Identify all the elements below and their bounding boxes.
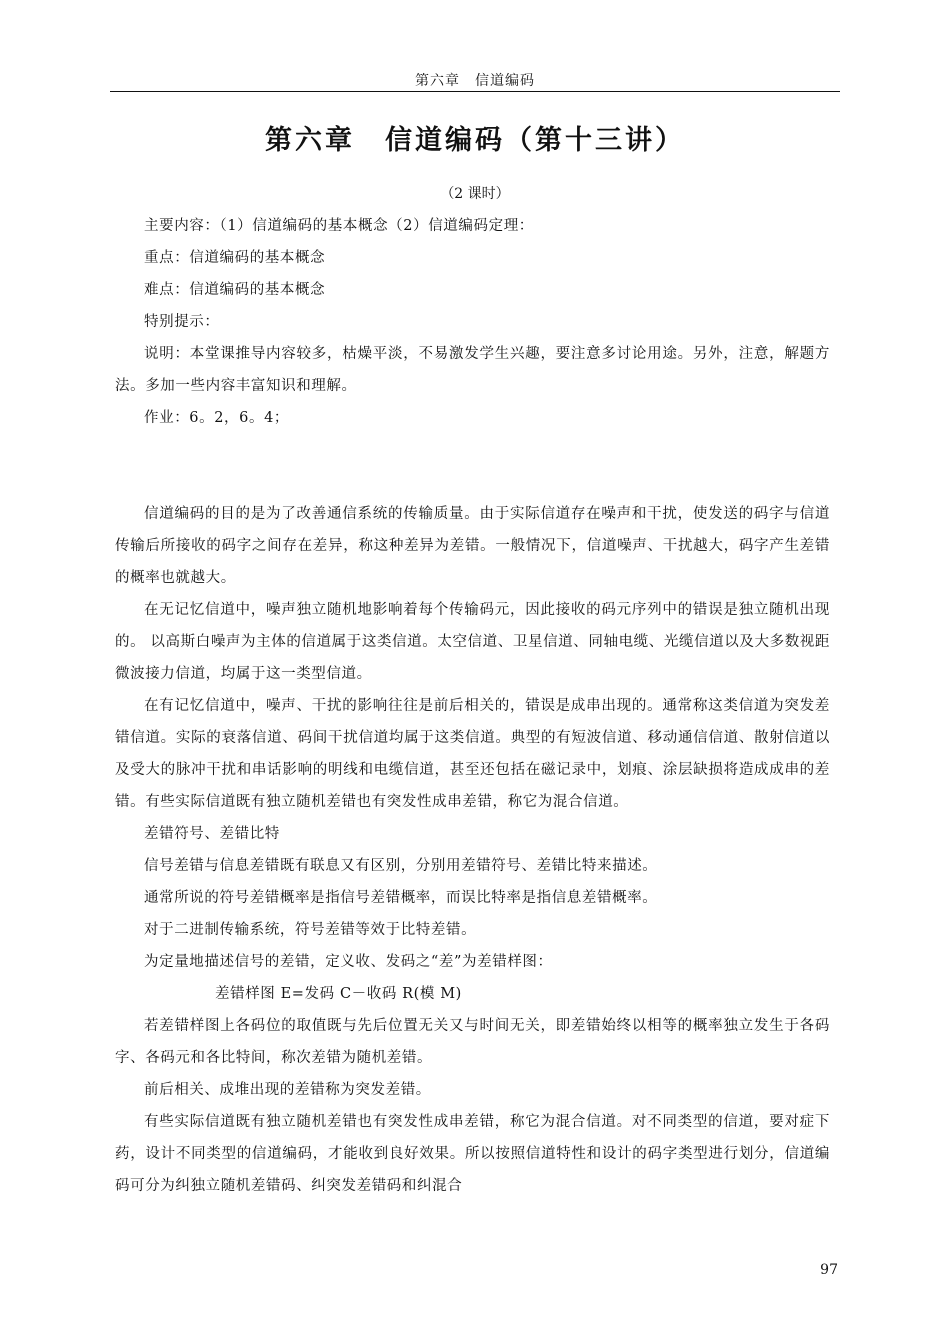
body-text	[115, 498, 830, 1202]
page-title: 第六章 信道编码（第十三讲）	[265, 125, 685, 156]
lecture-meta	[115, 210, 830, 434]
paragraph: 若差错样图上各码位的取值既与先后位置无关又与时间无关，即差错始终以相等的概率独立发生于各码字、各码元和各比特间，称次差错为随机差错。	[115, 1018, 830, 1066]
homework-line: 作业：6。2，6。4；	[144, 410, 290, 426]
paragraph: 前后相关、成堆出现的差错称为突发差错。	[144, 1082, 431, 1098]
header-rule	[110, 91, 840, 92]
lecture-hours: （2 课时）	[440, 186, 510, 202]
difficulty-line: 难点：信道编码的基本概念	[144, 282, 326, 298]
main-content-line: 主要内容：（1）信道编码的基本概念（2）信道编码定理：	[144, 218, 534, 234]
paragraph: 信道编码的目的是为了改善通信系统的传输质量。由于实际信道存在噪声和干扰，使发送的码字与信道传输后所接收的码字之间存在差异，称这种差异为差错。一般情况下，信道噪声、干扰越大，码字产生差错的概率也就越大。	[115, 506, 830, 586]
error-pattern-formula: 差错样图 E=发码 C－收码 R(模 M)	[215, 986, 462, 1002]
special-note-line: 特别提示：	[144, 314, 220, 330]
paragraph: 信号差错与信息差错既有联息又有区别，分别用差错符号、差错比特来描述。	[144, 858, 658, 874]
paragraph: 有些实际信道既有独立随机差错也有突发性成串差错，称它为混合信道。对不同类型的信道，要对症下药，设计不同类型的信道编码，才能收到良好效果。所以按照信道特性和设计的码字类型进行划分，信道编码可分为纠独立随机差错码、纠突发差错码和纠混合	[115, 1114, 830, 1194]
key-point-line: 重点：信道编码的基本概念	[144, 250, 326, 266]
paragraph: 差错符号、差错比特	[144, 826, 280, 842]
paragraph: 通常所说的符号差错概率是指信号差错概率，而误比特率是指信息差错概率。	[144, 890, 658, 906]
paragraph: 为定量地描述信号的差错，定义收、发码之“差”为差错样图：	[144, 954, 553, 970]
paragraph: 对于二进制传输系统，符号差错等效于比特差错。	[144, 922, 477, 938]
page-number: 97	[820, 1262, 838, 1278]
explanation-paragraph: 说明：本堂课推导内容较多，枯燥平淡，不易激发学生兴趣，要注意多讨论用途。另外，注意，解题方法。多加一些内容丰富知识和理解。	[115, 346, 830, 394]
running-header: 第六章 信道编码	[415, 73, 535, 89]
paragraph: 在有记忆信道中，噪声、干扰的影响往往是前后相关的，错误是成串出现的。通常称这类信道为突发差错信道。实际的衰落信道、码间干扰信道均属于这类信道。典型的有短波信道、移动通信信道、散射信道以及受大的脉冲干扰和串话影响的明线和电缆信道，甚至还包括在磁记录中，划痕、涂层缺损将造成成串的差错。有些实际信道既有独立随机差错也有突发性成串差错，称它为混合信道。	[115, 698, 830, 810]
paragraph: 在无记忆信道中，噪声独立随机地影响着每个传输码元，因此接收的码元序列中的错误是独立随机出现的。 以高斯白噪声为主体的信道属于这类信道。太空信道、卫星信道、同轴电缆、光缆信道以及大多数视距微波接力信道，均属于这一类型信道。	[115, 602, 830, 682]
